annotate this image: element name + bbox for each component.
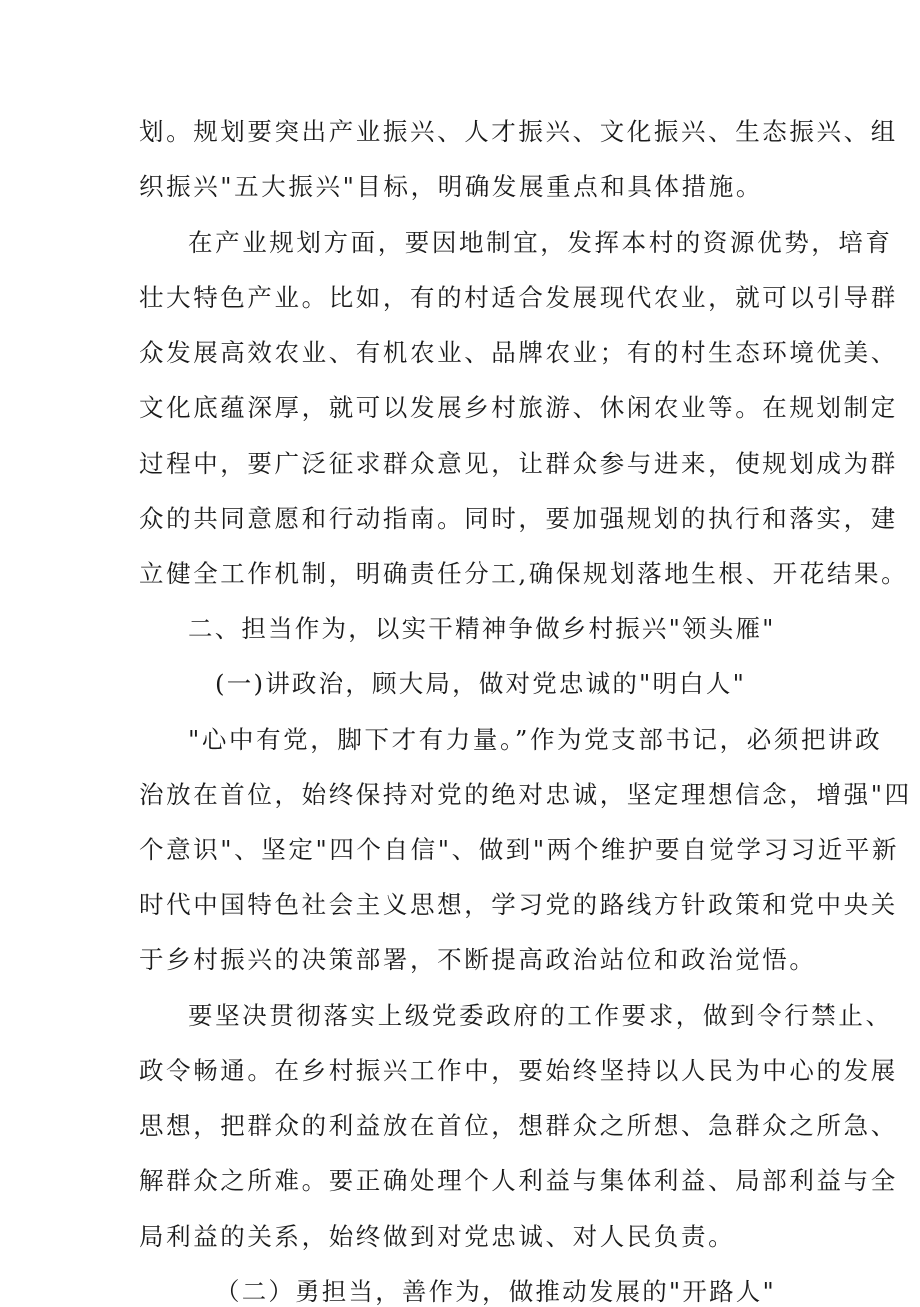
paragraph-2-line-7: 立健全工作机制，明确责任分工,确保规划落地生根、开花结果。 <box>139 559 909 588</box>
paragraph-4-line-1: 要坚决贯彻落实上级党委政府的工作要求，做到令行禁止、 <box>188 1001 893 1030</box>
paragraph-4-line-4: 解群众之所难。要正确处理个人利益与集体利益、局部利益与全 <box>139 1166 898 1195</box>
paragraph-1-line-1: 划。规划要突出产业振兴、人才振兴、文化振兴、生态振兴、组 <box>139 117 898 146</box>
paragraph-2-line-5: 过程中，要广泛征求群众意见，让群众参与进来，使规划成为群 <box>139 449 898 478</box>
paragraph-3-line-5: 于乡村振兴的决策部署，不断提高政治站位和政治觉悟。 <box>139 945 817 974</box>
paragraph-3-line-2: 治放在首位，始终保持对党的绝对忠诚，坚定理想信念，增强"四 <box>139 780 912 809</box>
paragraph-4-line-2: 政令畅通。在乡村振兴工作中，要始终坚持以人民为中心的发展 <box>139 1056 898 1085</box>
section-heading-2: 二、担当作为，以实干精神争做乡村振兴"领头雁" <box>188 614 776 643</box>
paragraph-3-line-1: "心中有党，脚下才有力量。”作为党支部书记，必须把讲政 <box>188 725 883 754</box>
paragraph-3-line-4: 时代中国特色社会主义思想，学习党的路线方针政策和党中央关 <box>139 890 898 919</box>
paragraph-2-line-3: 众发展高效农业、有机农业、品牌农业；有的村生态环境优美、 <box>139 338 898 367</box>
paragraph-4-line-3: 思想，把群众的利益放在首位，想群众之所想、急群众之所急、 <box>139 1111 898 1140</box>
paragraph-2-line-6: 众的共同意愿和行动指南。同时，要加强规划的执行和落实，建 <box>139 504 898 533</box>
paragraph-3-line-3: 个意识"、坚定"四个自信"、做到"两个维护要自觉学习习近平新 <box>139 835 900 864</box>
paragraph-2-line-4: 文化底蕴深厚，就可以发展乡村旅游、休闲农业等。在规划制定 <box>139 393 898 422</box>
subsection-heading-2-2: （二）勇担当，善作为，做推动发展的"开路人" <box>215 1277 776 1306</box>
paragraph-2-line-2: 壮大特色产业。比如，有的村适合发展现代农业，就可以引导群 <box>139 283 898 312</box>
paragraph-2-line-1: 在产业规划方面，要因地制宜，发挥本村的资源优势，培育 <box>188 228 893 257</box>
paragraph-1-line-2: 织振兴"五大振兴"目标，明确发展重点和具体措施。 <box>139 172 763 201</box>
subsection-heading-2-1: (一)讲政治，顾大局，做对党忠诚的"明白人" <box>215 669 747 698</box>
paragraph-4-line-5: 局利益的关系，始终做到对党忠诚、对人民负责。 <box>139 1222 736 1251</box>
